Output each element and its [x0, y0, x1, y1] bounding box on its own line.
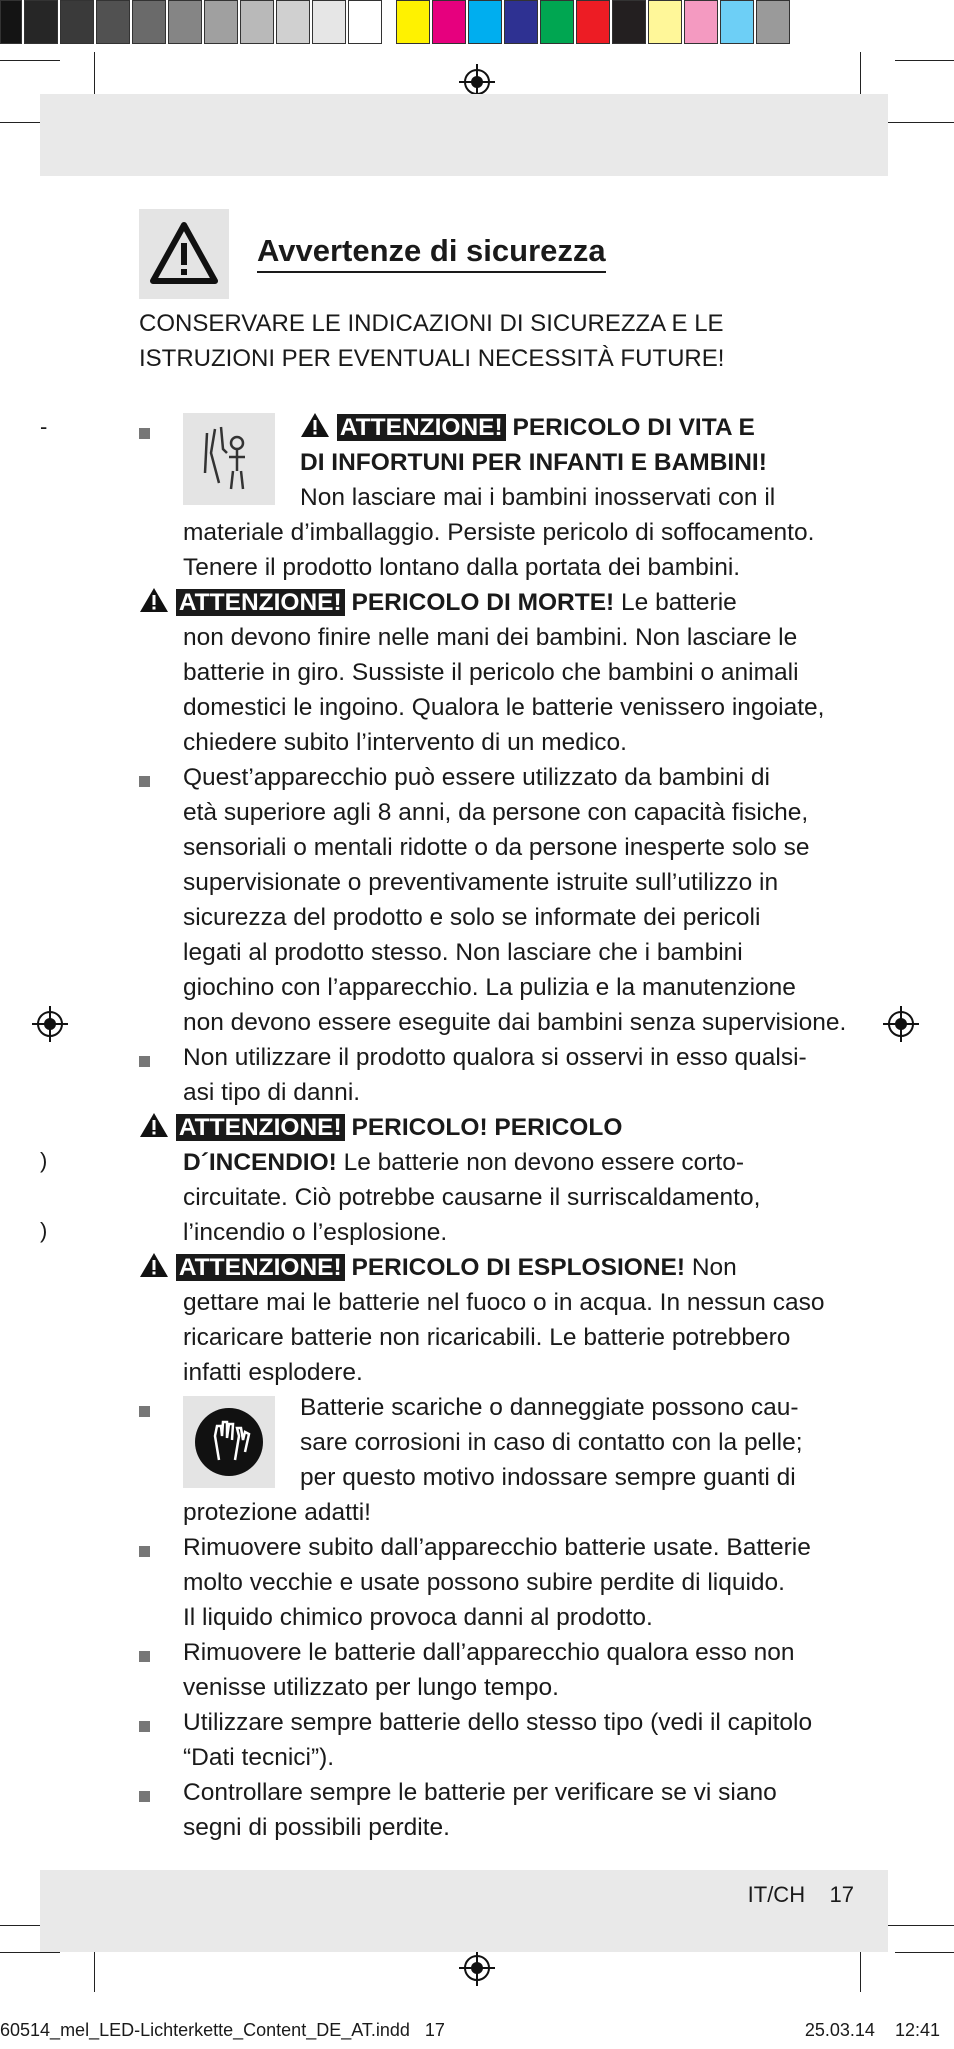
- body-line: infatti esplodere.: [183, 1359, 363, 1386]
- body-text: Le batterie: [614, 589, 737, 616]
- warning-triangle-icon: [139, 587, 169, 613]
- side-mark: -: [40, 414, 48, 439]
- color-swatch: [24, 0, 58, 44]
- section-6-heading: [139, 1250, 737, 1285]
- body-line: Non lasciare mai i bambini inosservati con il: [300, 484, 776, 511]
- body-text: Le batterie non devono essere corto-: [336, 1149, 745, 1176]
- body-line: batterie in giro. Sussiste il pericolo che bambini o animali: [183, 659, 799, 686]
- body-line: Rimuovere subito dall’apparecchio batterie usate. Batterie: [183, 1534, 811, 1561]
- body-line: Controllare sempre le batterie per verificare se vi siano: [183, 1779, 777, 1806]
- color-swatch: [504, 0, 538, 44]
- color-swatch: [60, 0, 94, 44]
- child-hazard-icon-box: [183, 413, 275, 505]
- registration-mark-icon: [32, 1006, 68, 1042]
- body-line: non devono finire nelle mani dei bambini. Non lasciare le: [183, 624, 798, 651]
- attention-label: ATTENZIONE!: [176, 1254, 345, 1281]
- color-swatch: [612, 0, 646, 44]
- bullet: [139, 428, 150, 439]
- body-line: materiale d’imballaggio. Persiste pericolo di soffocamento.: [183, 519, 815, 546]
- body-line: Quest’apparecchio può essere utilizzato da bambini di: [183, 764, 770, 791]
- color-swatch: [240, 0, 274, 44]
- gloves-icon-box: [183, 1396, 275, 1488]
- bullet: [139, 1546, 150, 1557]
- body-line: protezione adatti!: [183, 1499, 371, 1526]
- body-line: venisse utilizzato per lungo tempo.: [183, 1674, 559, 1701]
- crop-mark: [0, 60, 60, 61]
- protective-gloves-icon: [183, 1396, 275, 1488]
- attention-label: ATTENZIONE!: [176, 1114, 345, 1141]
- section-5-heading: [139, 1110, 622, 1145]
- side-mark: ): [40, 1148, 48, 1173]
- section-5-line: [183, 1145, 744, 1180]
- registration-mark-icon: [883, 1006, 919, 1042]
- body-line: legati al prodotto stesso. Non lasciare che i bambini: [183, 939, 743, 966]
- warning-triangle-icon: [300, 412, 330, 438]
- warning-triangle-icon: [139, 1252, 169, 1278]
- bullet: [139, 776, 150, 787]
- hazard-heading: PERICOLO DI VITA E: [512, 414, 755, 441]
- crop-mark: [860, 52, 861, 100]
- body-line: l’incendio o l’esplosione.: [183, 1219, 448, 1246]
- registration-mark-icon: [459, 1950, 495, 1986]
- bullet: [139, 1406, 150, 1417]
- color-swatch: [684, 0, 718, 44]
- crop-mark: [880, 1925, 954, 1926]
- file-date: 25.03.14 12:41: [804, 2020, 940, 2040]
- color-swatch: [348, 0, 382, 44]
- header-band: [40, 94, 888, 176]
- crop-mark: [94, 52, 95, 100]
- body-line: sensoriali o mentali ridotte o da persone inesperte solo se: [183, 834, 810, 861]
- warning-triangle-icon: [139, 209, 229, 299]
- color-swatch: [540, 0, 574, 44]
- bullet: [139, 1056, 150, 1067]
- body-line: supervisionate o preventivamente istruite sull’utilizzo in: [183, 869, 779, 896]
- warning-icon-box: [139, 209, 229, 299]
- body-line: segni di possibili perdite.: [183, 1814, 450, 1841]
- bullet: [139, 1651, 150, 1662]
- body-line: non devono essere eseguite dai bambini senza supervisione.: [183, 1009, 847, 1036]
- body-line: Utilizzare sempre batterie dello stesso tipo (vedi il capitolo: [183, 1709, 813, 1736]
- body-line: Il liquido chimico provoca danni al prodotto.: [183, 1604, 653, 1631]
- color-swatch: [96, 0, 130, 44]
- hazard-heading: DI INFORTUNI PER INFANTI E BAMBINI!: [300, 449, 767, 476]
- intro-text: CONSERVARE LE INDICAZIONI DI SICUREZZA E LE ISTRUZIONI PER EVENTUALI NECESSITÀ FUTURE!: [139, 310, 725, 372]
- color-calibration-bar: [0, 0, 954, 46]
- page-number: IT/CH 17: [747, 1882, 854, 1907]
- page-title: Avvertenze di sicurezza: [257, 233, 606, 273]
- section-1-heading: [300, 410, 755, 445]
- hazard-heading: PERICOLO! PERICOLO: [351, 1114, 623, 1141]
- body-line: Rimuovere le batterie dall’apparecchio qualora esso non: [183, 1639, 795, 1666]
- section-2-heading: [139, 585, 737, 620]
- body-line: “Dati tecnici”).: [183, 1744, 335, 1771]
- color-swatch: [576, 0, 610, 44]
- hazard-heading: PERICOLO DI ESPLOSIONE!: [351, 1254, 686, 1281]
- crop-mark: [0, 1952, 60, 1953]
- body-line: molto vecchie e usate possono subire perdite di liquido.: [183, 1569, 785, 1596]
- color-swatch: [396, 0, 430, 44]
- side-mark: ): [40, 1218, 48, 1243]
- color-swatch: [468, 0, 502, 44]
- child-packaging-icon: [183, 413, 275, 505]
- color-swatch: [648, 0, 682, 44]
- file-slug: 60514_mel_LED-Lichterkette_Content_DE_AT.indd 17: [0, 2020, 445, 2040]
- color-swatch: [432, 0, 466, 44]
- bullet: [139, 1721, 150, 1732]
- body-line: giochino con l’apparecchio. La pulizia e la manutenzione: [183, 974, 796, 1001]
- body-line: Tenere il prodotto lontano dalla portata dei bambini.: [183, 554, 741, 581]
- body-line: circuitate. Ciò potrebbe causarne il surriscaldamento,: [183, 1184, 761, 1211]
- color-swatch: [0, 0, 22, 44]
- crop-mark: [880, 122, 954, 123]
- color-swatch: [756, 0, 790, 44]
- bullet: [139, 1791, 150, 1802]
- color-swatch: [720, 0, 754, 44]
- body-line: sicurezza del prodotto e solo se informate dei pericoli: [183, 904, 761, 931]
- body-line: età superiore agli 8 anni, da persone con capacità fisiche,: [183, 799, 809, 826]
- body-line: domestici le ingoino. Qualora le batterie venissero ingoiate,: [183, 694, 825, 721]
- color-swatch: [132, 0, 166, 44]
- body-line: gettare mai le batterie nel fuoco o in acqua. In nessun caso: [183, 1289, 825, 1316]
- hazard-heading: D´INCENDIO!: [183, 1149, 337, 1176]
- attention-label: ATTENZIONE!: [337, 414, 506, 441]
- body-line: ricaricare batterie non ricaricabili. Le batterie potrebbero: [183, 1324, 791, 1351]
- crop-mark: [895, 60, 954, 61]
- color-swatch: [204, 0, 238, 44]
- body-text: Non: [685, 1254, 737, 1281]
- attention-label: ATTENZIONE!: [176, 589, 345, 616]
- color-swatch: [312, 0, 346, 44]
- color-swatch: [384, 0, 394, 44]
- hazard-heading: PERICOLO DI MORTE!: [351, 589, 615, 616]
- crop-mark: [895, 1952, 954, 1953]
- body-line: chiedere subito l’intervento di un medico.: [183, 729, 627, 756]
- warning-triangle-icon: [139, 1112, 169, 1138]
- body-line: asi tipo di danni.: [183, 1079, 361, 1106]
- body-line: Non utilizzare il prodotto qualora si osservi in esso qualsi-: [183, 1044, 807, 1071]
- body-line: sare corrosioni in caso di contatto con la pelle;: [300, 1429, 803, 1456]
- body-line: per questo motivo indossare sempre guanti di: [300, 1464, 796, 1491]
- color-swatch: [168, 0, 202, 44]
- body-line: Batterie scariche o danneggiate possono cau-: [300, 1394, 799, 1421]
- color-swatch: [276, 0, 310, 44]
